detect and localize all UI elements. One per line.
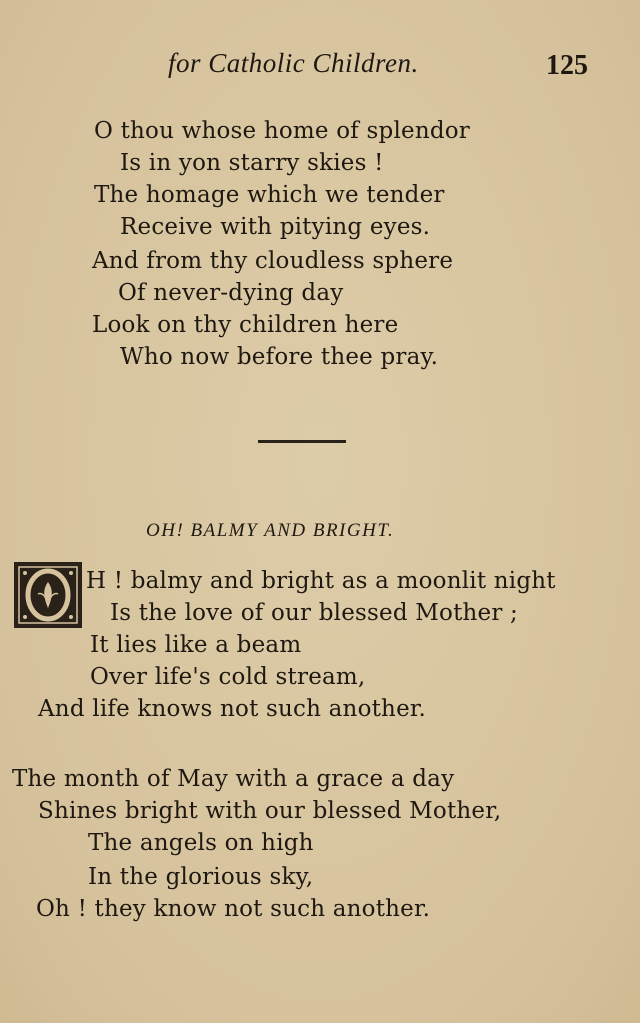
- hymn2-stanza2-line-5: Oh ! they know not such another.: [36, 896, 431, 922]
- hymn1-line-8: Who now before thee pray.: [120, 344, 439, 370]
- ornamental-initial: [14, 562, 82, 628]
- hymn2-stanza2-line-4: In the glorious sky,: [88, 864, 314, 890]
- hymn1-line-6: Of never-dying day: [118, 280, 344, 306]
- hymn2-stanza2-line-3: The angels on high: [88, 830, 314, 856]
- hymn1-line-3: The homage which we tender: [94, 182, 445, 208]
- hymn1-line-4: Receive with pitying eyes.: [120, 214, 431, 240]
- page-number: 125: [546, 50, 588, 81]
- hymn2-stanza1-line-3: It lies like a beam: [90, 632, 302, 658]
- hymn1-line-2: Is in yon starry skies !: [120, 150, 384, 176]
- hymn2-stanza1-line-2: Is the love of our blessed Mother ;: [110, 600, 518, 626]
- running-title: for Catholic Children.: [168, 48, 419, 78]
- section-divider: [258, 440, 346, 443]
- hymn2-title: OH! BALMY AND BRIGHT.: [146, 520, 395, 541]
- hymn2-stanza1-line-1: H ! balmy and bright as a moonlit night: [86, 568, 556, 594]
- dropcap-ornament-icon: [16, 564, 80, 626]
- hymn1-line-7: Look on thy children here: [92, 312, 399, 338]
- hymn2-stanza2-line-2: Shines bright with our blessed Mother,: [38, 798, 502, 824]
- hymn1-line-5: And from thy cloudless sphere: [92, 248, 454, 274]
- hymn1-line-1: O thou whose home of splendor: [94, 118, 471, 144]
- hymn2-stanza1-line-5: And life knows not such another.: [38, 696, 427, 722]
- hymn2-stanza2-line-1: The month of May with a grace a day: [12, 766, 455, 792]
- hymn2-stanza1-line-4: Over life's cold stream,: [90, 664, 366, 690]
